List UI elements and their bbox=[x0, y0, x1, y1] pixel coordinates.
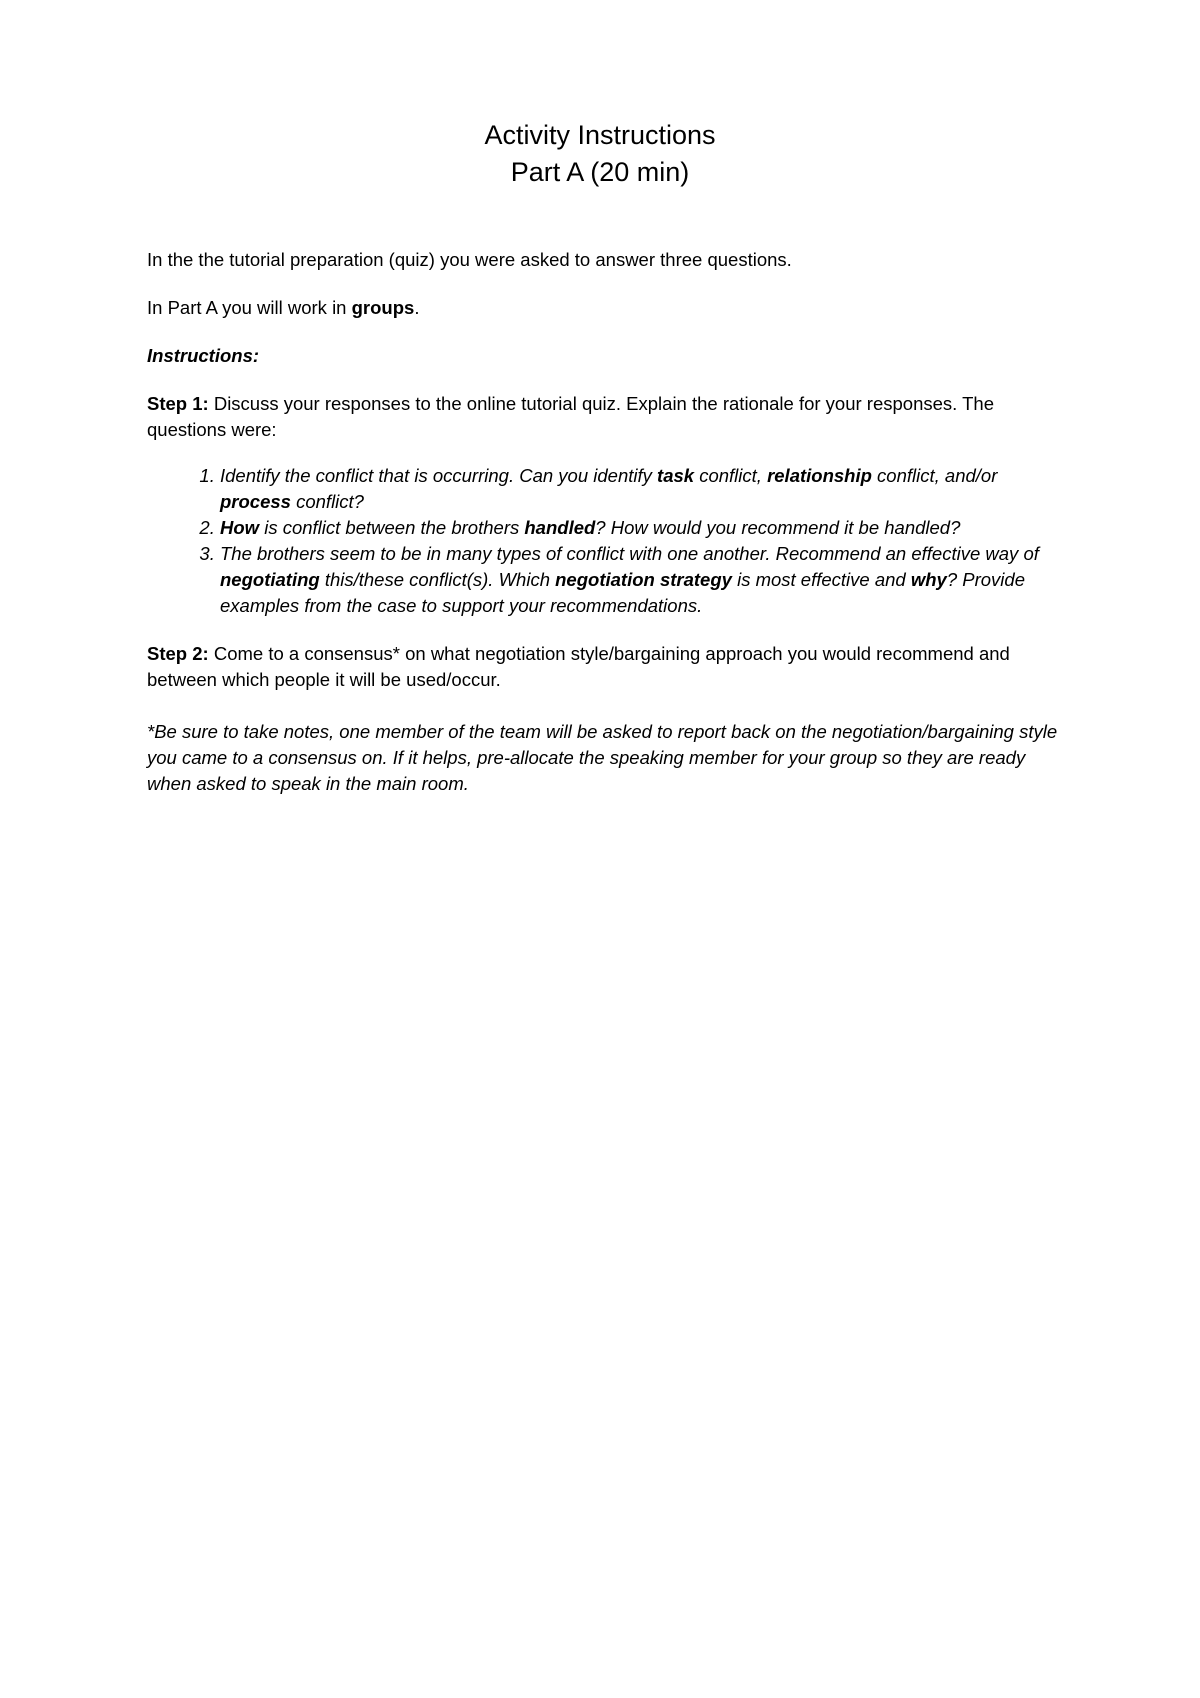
step1-label: Step 1: bbox=[147, 393, 209, 414]
groups-bold: groups bbox=[351, 297, 415, 318]
q1-text-2: conflict, bbox=[694, 465, 768, 486]
question-item-3 bbox=[220, 541, 1067, 619]
q2-text-1: is conflict between the brothers bbox=[259, 517, 525, 538]
q3-bold-2: negotiation strategy bbox=[555, 569, 732, 590]
q3-text-1: The brothers seem to be in many types of conflict with one another. Recommend an effective way of bbox=[220, 543, 1039, 564]
q1-bold-2: relationship bbox=[767, 465, 872, 486]
q1-text-4: conflict? bbox=[290, 491, 364, 512]
document-body bbox=[147, 247, 1067, 797]
intro-paragraph: In the the tutorial preparation (quiz) you were asked to answer three questions. bbox=[147, 249, 792, 270]
page-subtitle: Part A (20 min) bbox=[510, 157, 690, 187]
page-title: Activity Instructions bbox=[484, 120, 716, 150]
question-item-2 bbox=[220, 515, 1067, 541]
q1-bold-1: task bbox=[657, 465, 695, 486]
q2-text-2: ? How would you recommend it be handled? bbox=[595, 517, 961, 538]
questions-list bbox=[147, 463, 1067, 619]
groups-text-after: . bbox=[414, 297, 420, 318]
q3-bold-3: why bbox=[910, 569, 947, 590]
question-item-1 bbox=[220, 463, 1067, 515]
step2-label: Step 2: bbox=[147, 643, 209, 664]
groups-paragraph bbox=[147, 295, 1067, 321]
q3-text-4: ? Provide examples from the case to support your recommendations. bbox=[220, 569, 1025, 616]
q3-text-2: this/these conflict(s). Which bbox=[319, 569, 556, 590]
q1-bold-3: process bbox=[220, 491, 291, 512]
groups-text-before: In Part A you will work in bbox=[147, 297, 352, 318]
step2-text: Come to a consensus* on what negotiation style/bargaining approach you would recommend and between which people it will be used/occur. bbox=[147, 643, 1010, 690]
step1-paragraph bbox=[147, 391, 1067, 443]
instructions-heading: Instructions: bbox=[147, 345, 260, 366]
step2-paragraph bbox=[147, 641, 1067, 693]
q1-text-3: conflict, and/or bbox=[871, 465, 998, 486]
q1-text-1: Identify the conflict that is occurring. Can you identify bbox=[220, 465, 658, 486]
q3-bold-1: negotiating bbox=[220, 569, 320, 590]
step1-text: Discuss your responses to the online tutorial quiz. Explain the rationale for your responses. The questions were: bbox=[147, 393, 994, 440]
q3-text-3: is most effective and bbox=[731, 569, 911, 590]
q2-bold-2: handled bbox=[524, 517, 596, 538]
title-block bbox=[0, 117, 1200, 191]
q2-bold-1: How bbox=[220, 517, 260, 538]
note-paragraph: *Be sure to take notes, one member of the team will be asked to report back on the negotiation/bargaining style you came to a consensus on. If it helps, pre-allocate the speaking member for your group so they are ready when asked to speak in the main room. bbox=[147, 721, 1058, 794]
